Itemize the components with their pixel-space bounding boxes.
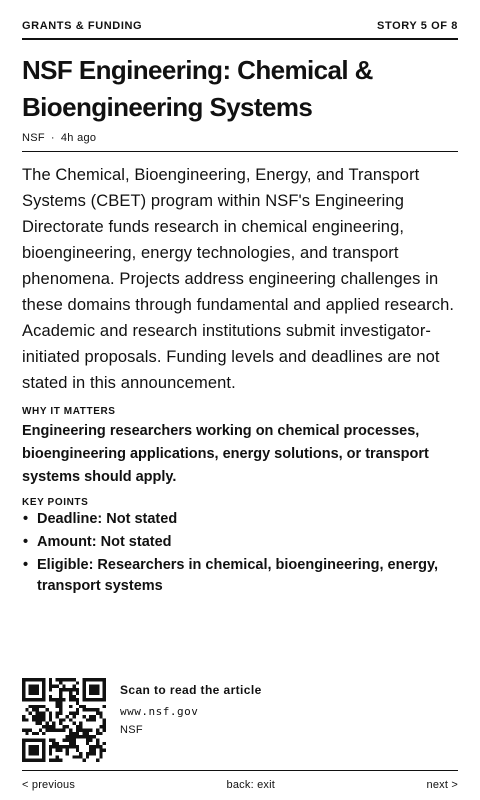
back-exit-button[interactable]: back: exit <box>226 779 276 791</box>
bullet-icon: • <box>23 557 29 573</box>
qr-info <box>120 683 458 736</box>
previous-button[interactable]: < previous <box>22 779 76 791</box>
top-bar <box>22 20 458 40</box>
qr-code-icon[interactable] <box>22 678 106 762</box>
article-body: The Chemical, Bioengineering, Energy, and Transport Systems (CBET) program within NSF's Engineering Directorate funds research in chemical engineering, bioengineering, energy technologies, and transport phenomena. Projects address engineering challenges in these domains through fundamental and applied research. Academic and research institutions submit investigator-initiated proposals. Funding levels and deadlines are not stated in this announcement. <box>22 166 455 392</box>
article-time: 4h ago <box>60 132 97 144</box>
next-button[interactable]: next > <box>426 779 458 791</box>
article-meta <box>22 132 458 152</box>
article-source: NSF <box>22 132 45 144</box>
qr-source: NSF <box>120 724 143 736</box>
key-point-item <box>22 509 458 530</box>
key-points-label: KEY POINTS <box>22 497 89 508</box>
key-point-deadline: Deadline: Not stated <box>37 511 178 527</box>
qr-cta: Scan to read the article <box>120 683 262 697</box>
article-title: NSF Engineering: Chemical & Bioengineering Systems <box>22 55 373 122</box>
key-point-item <box>22 532 458 553</box>
story-counter: STORY 5 OF 8 <box>377 20 458 32</box>
section-label: GRANTS & FUNDING <box>22 20 143 32</box>
meta-separator: · <box>50 132 55 144</box>
key-point-eligible: Eligible: Researchers in chemical, bioengineering, energy, transport systems <box>37 557 439 594</box>
key-points-list <box>22 509 458 599</box>
why-it-matters-label: WHY IT MATTERS <box>22 406 116 417</box>
bullet-icon: • <box>23 511 29 527</box>
key-point-amount: Amount: Not stated <box>37 534 172 550</box>
story-page <box>22 0 458 800</box>
bullet-icon: • <box>23 534 29 550</box>
why-it-matters-text: Engineering researchers working on chemical processes, bioengineering applications, energy solutions, or transport systems should apply. <box>22 423 429 485</box>
key-point-item <box>22 555 458 597</box>
qr-url: www.nsf.gov <box>120 705 199 718</box>
bottom-nav <box>22 770 458 791</box>
